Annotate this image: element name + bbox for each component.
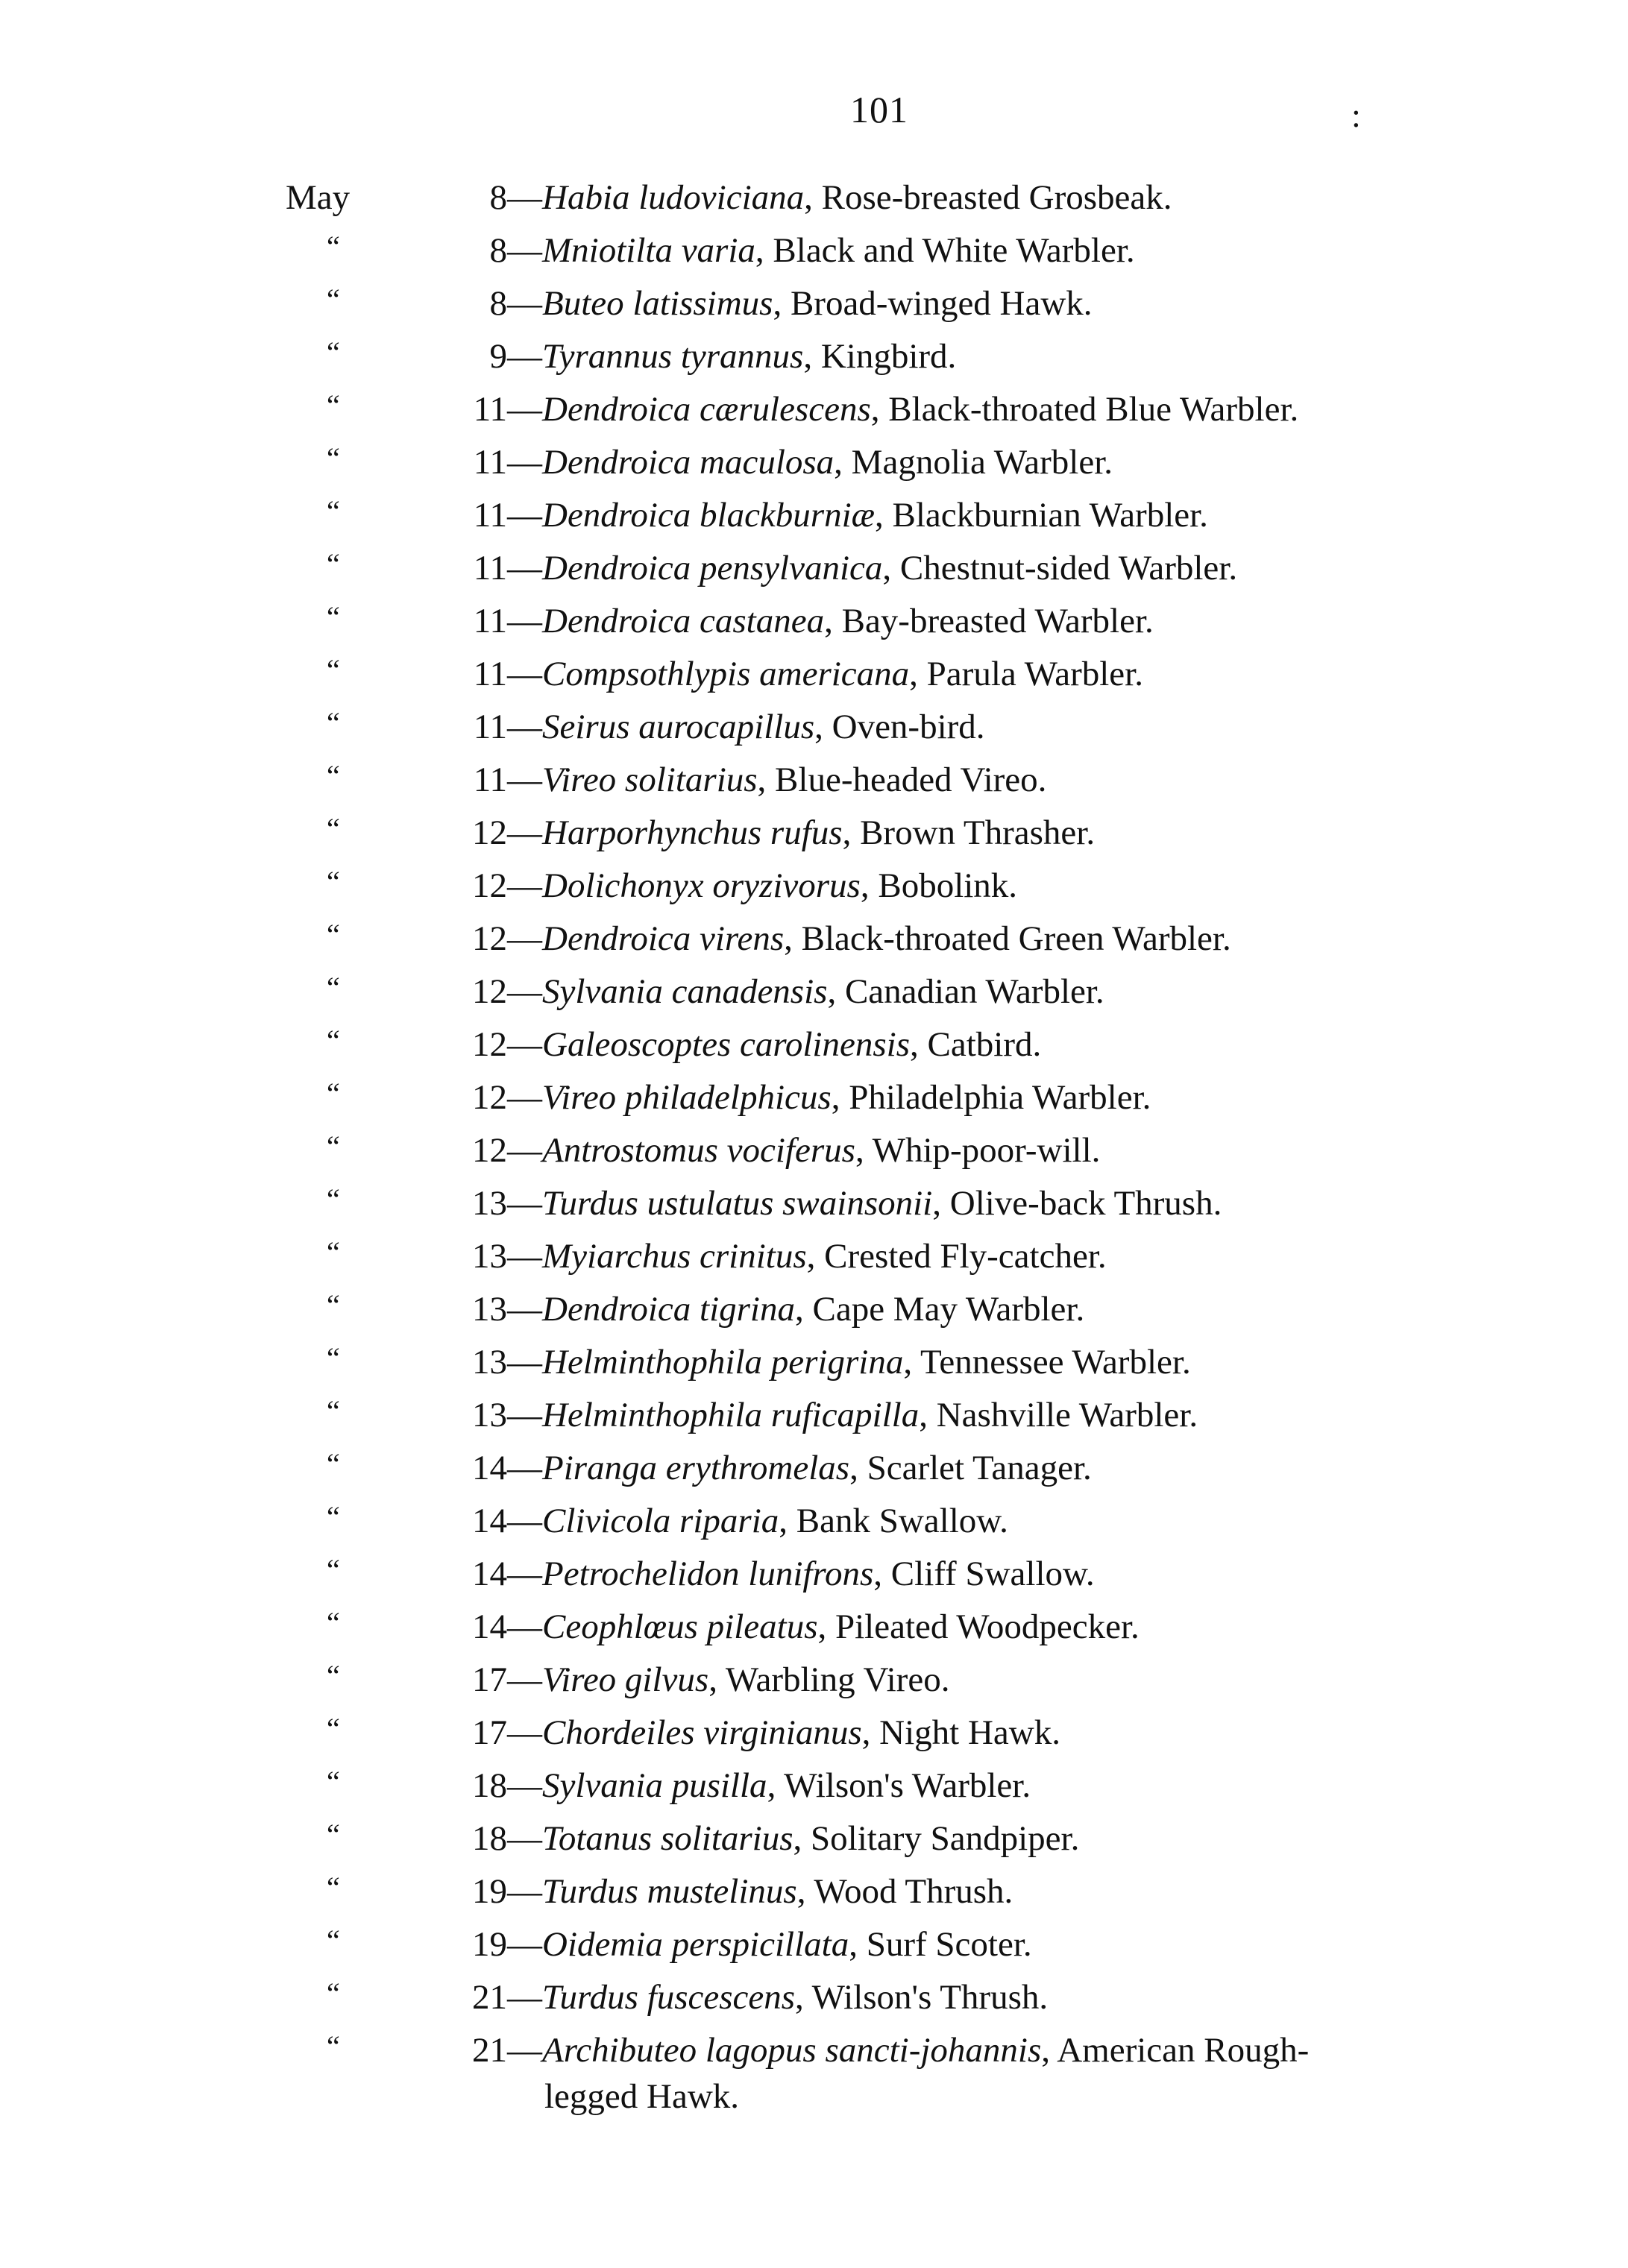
common-name: Tennessee Warbler. xyxy=(920,1343,1191,1382)
entry-text: 8—Buteo latissimus, Broad-winged Hawk. xyxy=(465,277,1093,330)
entry-day: 12 xyxy=(472,972,507,1011)
list-item xyxy=(0,1865,1628,1918)
scientific-name: Turdus ustulatus swainsonii xyxy=(542,1184,933,1223)
list-item xyxy=(0,1971,1628,2024)
entry-text: 21—Turdus fuscescens, Wilson's Thrush. xyxy=(465,1971,1048,2024)
scientific-name: Dendroica virens xyxy=(542,919,785,958)
ditto-mark: “ xyxy=(327,494,340,528)
scientific-name: Petrochelidon lunifrons xyxy=(542,1554,874,1593)
scientific-name: Archibuteo lagopus sancti-johannis xyxy=(542,2031,1042,2070)
entry-text: 8—Mniotilta varia, Black and White Warbler. xyxy=(465,224,1135,277)
scientific-name: Buteo latissimus xyxy=(542,284,773,323)
list-item xyxy=(0,966,1628,1018)
scientific-name: Dolichonyx oryzivorus xyxy=(542,866,861,905)
scientific-name: Tyrannus tyrannus xyxy=(542,337,804,376)
ditto-mark: “ xyxy=(327,600,340,634)
scientific-name: Turdus mustelinus xyxy=(542,1872,797,1911)
scientific-name: Vireo gilvus xyxy=(542,1660,709,1699)
common-name: Black-throated Green Warbler. xyxy=(801,919,1231,958)
common-name: Cape May Warbler. xyxy=(812,1290,1085,1329)
ditto-mark: “ xyxy=(327,1871,340,1904)
list-item xyxy=(0,860,1628,913)
common-name: Blackburnian Warbler. xyxy=(892,496,1208,535)
ditto-mark: “ xyxy=(327,1447,340,1481)
scientific-name: Habia ludoviciana xyxy=(542,178,805,217)
list-item xyxy=(0,224,1628,277)
entry-day: 11 xyxy=(473,390,507,429)
entry-text: 11—Dendroica blackburniæ, Blackburnian Warbler. xyxy=(465,489,1208,542)
entry-day: 11 xyxy=(473,549,507,588)
entry-day: 12 xyxy=(472,813,507,852)
scientific-name: Chordeiles virginianus xyxy=(542,1713,862,1752)
common-name: Black-throated Blue Warbler. xyxy=(888,390,1299,429)
entry-day: 12 xyxy=(472,866,507,905)
list-item xyxy=(0,913,1628,966)
entry-text: 12—Galeoscoptes carolinensis, Catbird. xyxy=(465,1018,1041,1071)
entry-text: 8—Habia ludoviciana, Rose-breasted Grosbeak. xyxy=(465,171,1172,224)
entry-day: 12 xyxy=(472,1078,507,1117)
list-item xyxy=(0,1548,1628,1601)
ditto-mark: “ xyxy=(327,1765,340,1798)
scientific-name: Turdus fuscescens xyxy=(542,1978,796,2017)
scientific-name: Sylvania canadensis xyxy=(542,972,828,1011)
common-name: Bank Swallow. xyxy=(796,1502,1008,1540)
common-name: Brown Thrasher. xyxy=(860,813,1096,852)
list-item xyxy=(0,1124,1628,1177)
entry-text: 14—Ceophlœus pileatus, Pileated Woodpecker. xyxy=(465,1601,1140,1654)
ditto-mark: “ xyxy=(327,1182,340,1216)
entry-text: 13—Turdus ustulatus swainsonii, Olive-back Thrush. xyxy=(465,1177,1222,1230)
ditto-mark: “ xyxy=(327,918,340,951)
list-item xyxy=(0,648,1628,701)
scientific-name: Dendroica castanea xyxy=(542,602,825,640)
list-item xyxy=(0,1918,1628,1971)
scientific-name: Compsothlypis americana xyxy=(542,655,910,693)
entry-text: 12—Dendroica virens, Black-throated Green Warbler. xyxy=(465,913,1231,966)
common-name: Nashville Warbler. xyxy=(936,1396,1198,1434)
common-name: Philadelphia Warbler. xyxy=(849,1078,1151,1117)
common-name: Magnolia Warbler. xyxy=(851,443,1113,482)
ditto-mark: “ xyxy=(327,1659,340,1692)
entry-text: 14—Petrochelidon lunifrons, Cliff Swallow. xyxy=(465,1548,1095,1601)
ditto-mark: “ xyxy=(327,1712,340,1745)
species-arrival-list xyxy=(0,171,1628,2121)
list-item xyxy=(0,2024,1628,2121)
scientific-name: Harporhynchus rufus xyxy=(542,813,843,852)
entry-day: 14 xyxy=(472,1449,507,1487)
ditto-mark: “ xyxy=(327,547,340,581)
entry-text: 11—Dendroica castanea, Bay-breasted Warbler. xyxy=(465,595,1154,648)
ditto-mark: “ xyxy=(327,2029,340,2063)
list-item xyxy=(0,1389,1628,1442)
ditto-mark: “ xyxy=(327,759,340,793)
scientific-name: Dendroica maculosa xyxy=(542,443,835,482)
entry-day: 21 xyxy=(472,2031,507,2070)
entry-text: 12—Sylvania canadensis, Canadian Warbler. xyxy=(465,966,1104,1018)
ditto-mark: “ xyxy=(327,1394,340,1428)
scientific-name: Sylvania pusilla xyxy=(542,1766,767,1805)
common-name: Solitary Sandpiper. xyxy=(811,1819,1080,1858)
entry-day: 12 xyxy=(472,1131,507,1170)
common-name: Chestnut-sided Warbler. xyxy=(899,549,1238,588)
entry-day: 19 xyxy=(472,1925,507,1964)
entry-day: 9 xyxy=(489,337,507,376)
ditto-mark: “ xyxy=(327,230,340,263)
ditto-mark: “ xyxy=(327,1024,340,1057)
entry-day: 17 xyxy=(472,1713,507,1752)
entry-text: 13—Myiarchus crinitus, Crested Fly-catcher. xyxy=(465,1230,1107,1283)
entry-day: 12 xyxy=(472,1025,507,1064)
list-item xyxy=(0,701,1628,754)
scientific-name: Helminthophila perigrina xyxy=(542,1343,904,1382)
scientific-name: Clivicola riparia xyxy=(542,1502,779,1540)
list-item xyxy=(0,1495,1628,1548)
ditto-mark: “ xyxy=(327,1553,340,1587)
common-name: Blue-headed Vireo. xyxy=(775,760,1047,799)
ditto-mark: “ xyxy=(327,1077,340,1110)
ditto-mark: “ xyxy=(327,865,340,898)
common-name: Wilson's Warbler. xyxy=(784,1766,1031,1805)
common-name: Rose-breasted Grosbeak. xyxy=(821,178,1172,217)
entry-day: 13 xyxy=(472,1290,507,1329)
scientific-name: Mniotilta varia xyxy=(542,231,755,270)
entry-day: 12 xyxy=(472,919,507,958)
list-item xyxy=(0,489,1628,542)
ditto-mark: “ xyxy=(327,971,340,1004)
common-name: Olive-back Thrush. xyxy=(949,1184,1222,1223)
entry-day: 11 xyxy=(473,496,507,535)
entry-day: 19 xyxy=(472,1872,507,1911)
ditto-mark: “ xyxy=(327,1606,340,1639)
scientific-name: Antrostomus vociferus xyxy=(542,1131,855,1170)
common-name: Whip-poor-will. xyxy=(872,1131,1101,1170)
entry-text: 19—Turdus mustelinus, Wood Thrush. xyxy=(465,1865,1013,1918)
entry-day: 11 xyxy=(473,708,507,746)
scientific-name: Piranga erythromelas xyxy=(542,1449,850,1487)
list-item xyxy=(0,542,1628,595)
common-name: Crested Fly-catcher. xyxy=(824,1237,1107,1276)
scientific-name: Myiarchus crinitus xyxy=(542,1237,807,1276)
entry-day: 21 xyxy=(472,1978,507,2017)
entry-text: 13—Helminthophila ruficapilla, Nashville Warbler. xyxy=(465,1389,1198,1442)
list-item xyxy=(0,1442,1628,1495)
ditto-mark: “ xyxy=(327,653,340,687)
list-item xyxy=(0,436,1628,489)
entry-day: 8 xyxy=(489,231,507,270)
scientific-name: Dendroica tigrina xyxy=(542,1290,795,1329)
entry-text: 14—Clivicola riparia, Bank Swallow. xyxy=(465,1495,1008,1548)
entry-text: 11—Compsothlypis americana, Parula Warbler. xyxy=(465,648,1143,701)
entry-month: May xyxy=(286,178,351,217)
common-name: Canadian Warbler. xyxy=(844,972,1104,1011)
entry-text: 12—Harporhynchus rufus, Brown Thrasher. xyxy=(465,807,1095,860)
entry-text: 13—Helminthophila perigrina, Tennessee Warbler. xyxy=(465,1336,1191,1389)
entry-text: 9—Tyrannus tyrannus, Kingbird. xyxy=(465,330,956,383)
ditto-mark: “ xyxy=(327,1500,340,1534)
entry-day: 11 xyxy=(473,760,507,799)
entry-text: 14—Piranga erythromelas, Scarlet Tanager. xyxy=(465,1442,1092,1495)
entry-text: 17—Chordeiles virginianus, Night Hawk. xyxy=(465,1707,1060,1760)
ditto-mark: “ xyxy=(327,1235,340,1269)
common-name: Warbling Vireo. xyxy=(725,1660,950,1699)
list-item xyxy=(0,1336,1628,1389)
list-item xyxy=(0,277,1628,330)
common-name-continuation: legged Hawk. xyxy=(544,2077,740,2116)
list-item xyxy=(0,1707,1628,1760)
entry-text: 18—Sylvania pusilla, Wilson's Warbler. xyxy=(465,1760,1031,1812)
scientific-name: Dendroica blackburniæ xyxy=(542,496,875,535)
entry-day: 17 xyxy=(472,1660,507,1699)
list-item xyxy=(0,383,1628,436)
scientific-name: Totanus solitarius xyxy=(542,1819,793,1858)
entry-day: 8 xyxy=(489,178,507,217)
list-item xyxy=(0,1812,1628,1865)
common-name: Bay-breasted Warbler. xyxy=(841,602,1154,640)
list-item xyxy=(0,1654,1628,1707)
list-item xyxy=(0,754,1628,807)
list-item xyxy=(0,1601,1628,1654)
list-item xyxy=(0,171,1628,224)
common-name: Oven-bird. xyxy=(832,708,985,746)
list-item xyxy=(0,1230,1628,1283)
entry-text: 21—Archibuteo lagopus sancti-johannis, American Rough- xyxy=(465,2024,1309,2077)
entry-text: 11—Dendroica pensylvanica, Chestnut-sided Warbler. xyxy=(465,542,1237,595)
scientific-name: Vireo philadelphicus xyxy=(542,1078,832,1117)
common-name: Night Hawk. xyxy=(879,1713,1060,1752)
entry-text: 19—Oidemia perspicillata, Surf Scoter. xyxy=(465,1918,1032,1971)
entry-day: 13 xyxy=(472,1237,507,1276)
entry-day: 11 xyxy=(473,443,507,482)
common-name: Pileated Woodpecker. xyxy=(835,1607,1140,1646)
ditto-mark: “ xyxy=(327,1924,340,1957)
entry-text: 13—Dendroica tigrina, Cape May Warbler. xyxy=(465,1283,1084,1336)
corner-mark: : xyxy=(1351,96,1361,134)
list-item xyxy=(0,1018,1628,1071)
entry-day: 18 xyxy=(472,1766,507,1805)
ditto-mark: “ xyxy=(327,1976,340,2010)
entry-day: 18 xyxy=(472,1819,507,1858)
entry-day: 13 xyxy=(472,1184,507,1223)
scientific-name: Helminthophila ruficapilla xyxy=(542,1396,920,1434)
common-name: Catbird. xyxy=(927,1025,1042,1064)
entry-text: 17—Vireo gilvus, Warbling Vireo. xyxy=(465,1654,949,1707)
scientific-name: Dendroica pensylvanica xyxy=(542,549,883,588)
ditto-mark: “ xyxy=(327,1130,340,1163)
ditto-mark: “ xyxy=(327,1288,340,1322)
entry-text: 18—Totanus solitarius, Solitary Sandpiper. xyxy=(465,1812,1079,1865)
entry-text: 12—Dolichonyx oryzivorus, Bobolink. xyxy=(465,860,1017,913)
common-name: Black and White Warbler. xyxy=(773,231,1135,270)
common-name: American Rough- xyxy=(1057,2031,1310,2070)
entry-day: 13 xyxy=(472,1396,507,1434)
ditto-mark: “ xyxy=(327,441,340,475)
ditto-mark: “ xyxy=(327,283,340,316)
entry-text: 11—Dendroica cærulescens, Black-throated Blue Warbler. xyxy=(465,383,1298,436)
entry-day: 11 xyxy=(473,655,507,693)
list-item xyxy=(0,330,1628,383)
list-item xyxy=(0,1283,1628,1336)
ditto-mark: “ xyxy=(327,388,340,422)
ditto-mark: “ xyxy=(327,1341,340,1375)
ditto-mark: “ xyxy=(327,706,340,740)
common-name: Scarlet Tanager. xyxy=(867,1449,1092,1487)
scientific-name: Seirus aurocapillus xyxy=(542,708,815,746)
entry-text: 11—Seirus aurocapillus, Oven-bird. xyxy=(465,701,985,754)
common-name: Parula Warbler. xyxy=(926,655,1143,693)
scientific-name: Dendroica cærulescens xyxy=(542,390,871,429)
entry-day: 14 xyxy=(472,1554,507,1593)
scientific-name: Galeoscoptes carolinensis xyxy=(542,1025,910,1064)
entry-text: 11—Dendroica maculosa, Magnolia Warbler. xyxy=(465,436,1113,489)
entry-day: 14 xyxy=(472,1502,507,1540)
list-item xyxy=(0,1177,1628,1230)
list-item xyxy=(0,1071,1628,1124)
ditto-mark: “ xyxy=(327,1818,340,1851)
common-name: Kingbird. xyxy=(820,337,957,376)
common-name: Surf Scoter. xyxy=(866,1925,1032,1964)
list-item xyxy=(0,807,1628,860)
scientific-name: Oidemia perspicillata xyxy=(542,1925,849,1964)
common-name: Broad-winged Hawk. xyxy=(790,284,1093,323)
entry-day: 8 xyxy=(489,284,507,323)
entry-text: 12—Vireo philadelphicus, Philadelphia Warbler. xyxy=(465,1071,1151,1124)
scientific-name: Ceophlœus pileatus xyxy=(542,1607,818,1646)
common-name: Cliff Swallow. xyxy=(890,1554,1095,1593)
list-item xyxy=(0,1760,1628,1812)
list-item xyxy=(0,595,1628,648)
page-number: 101 xyxy=(850,89,908,130)
common-name: Wilson's Thrush. xyxy=(811,1978,1049,2017)
entry-day: 13 xyxy=(472,1343,507,1382)
common-name: Bobolink. xyxy=(878,866,1018,905)
entry-text: 11—Vireo solitarius, Blue-headed Vireo. xyxy=(465,754,1046,807)
common-name: Wood Thrush. xyxy=(814,1872,1013,1911)
ditto-mark: “ xyxy=(327,336,340,369)
entry-day: 11 xyxy=(473,602,507,640)
entry-text: 12—Antrostomus vociferus, Whip-poor-will. xyxy=(465,1124,1100,1177)
ditto-mark: “ xyxy=(327,812,340,845)
entry-day: 14 xyxy=(472,1607,507,1646)
scientific-name: Vireo solitarius xyxy=(542,760,758,799)
